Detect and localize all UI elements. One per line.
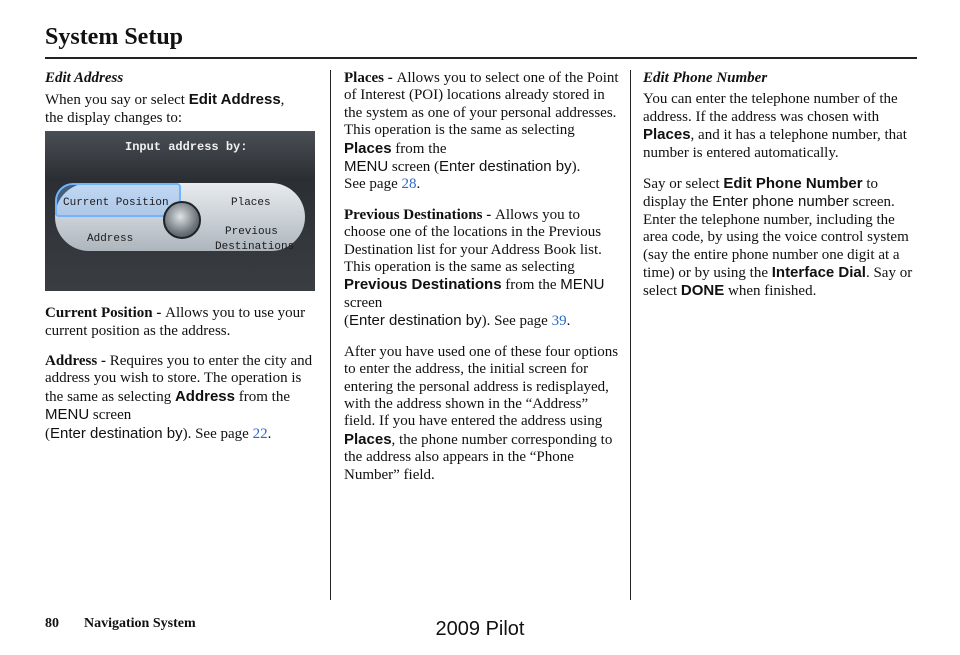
screen-screenshot (45, 131, 315, 291)
enter-destination-ui: Enter destination by (50, 424, 183, 442)
edit-address-heading: Edit Address (45, 70, 124, 86)
screen-current-position: Current Position (63, 197, 169, 210)
screen-address: Address (87, 233, 134, 246)
previous-destinations-term: Previous Destinations - (344, 206, 495, 223)
column-3 (643, 70, 919, 314)
screen-places: Places (231, 197, 271, 210)
screen-previous: Previous (225, 226, 278, 239)
places-ui: Places (344, 139, 392, 157)
screen-paren: screen ( (388, 159, 439, 176)
screen-title: Input address by: (125, 140, 248, 155)
enter-destination-ui: Enter destination by (438, 158, 572, 176)
done-ui: DONE (680, 282, 725, 300)
places-term: Places - (344, 70, 397, 86)
intro-text-2: the display changes to: (45, 109, 183, 126)
phone-text-2c: screen. Enter the telephone number, including the area code, by using the voice control system (say the entire phone number one digit at a time) or by using the (643, 194, 909, 282)
menu-ui: MENU (45, 406, 90, 424)
phone-paragraph-1 (643, 91, 919, 162)
screen-word-2: screen (344, 294, 383, 311)
from-the: from the (391, 140, 447, 157)
footer-section-name: Navigation System (84, 616, 196, 631)
phone-text-2a: Say or select (643, 176, 724, 193)
places-paragraph (344, 70, 620, 194)
paren-open: ( (344, 313, 349, 330)
phone-text-1a: You can enter the telephone number of the address. If the address was chosen with (643, 91, 898, 125)
column-divider-1 (330, 70, 331, 600)
period: . (416, 176, 421, 193)
period-2: . (566, 313, 571, 330)
title-rule (45, 57, 917, 59)
intro-text: When you say or select (45, 92, 189, 109)
edit-address-intro (45, 91, 321, 127)
edit-phone-number-ui: Edit Phone Number (723, 175, 863, 193)
interface-dial-icon (163, 201, 201, 239)
page-28-link[interactable]: 28 (401, 176, 417, 193)
watermark: 2009 Pilot (435, 618, 525, 640)
intro-comma: , (280, 92, 285, 109)
previous-destinations-paragraph (344, 207, 620, 331)
edit-phone-heading: Edit Phone Number (643, 70, 768, 86)
paren-open: ( (45, 425, 50, 442)
address-text: Requires you to enter the city and address you wish to store. The operation is the same as selecting (45, 353, 313, 405)
after-text: After you have used one of these four options to enter the address, the initial screen for entering the personal address is redisplayed, with the address shown in the “Address” field. If you have entered the address using (344, 343, 619, 430)
page-title: System Setup (45, 24, 184, 50)
after-paragraph (344, 344, 620, 484)
current-position-term: Current Position - (45, 305, 166, 322)
address-paragraph (45, 353, 321, 443)
current-position-text: Allows you to use your current position as the address. (45, 305, 306, 339)
menu-ui: MENU (344, 158, 389, 176)
previous-destinations-text: Allows you to choose one of the locations in the Previous Destination list for your Address Book list. This operation is the same as selecting (344, 206, 602, 276)
address-ui: Address (174, 387, 235, 405)
address-term: Address - (45, 353, 110, 370)
after-text-2: , the phone number corresponding to the address also appears in the “Phone Number” field. (344, 431, 613, 483)
see-page-2: ). See page (481, 313, 552, 330)
screen-word: screen (89, 407, 132, 424)
phone-text-2b: to display the (643, 176, 878, 211)
period: . (267, 425, 272, 442)
see-page: See page (344, 176, 402, 193)
see-page: ). See page (182, 425, 253, 442)
phone-text-2d: . Say or select (643, 265, 913, 300)
places-text: Allows you to select one of the Point of Interest (POI) locations already stored in the system as one of your personal addresses. This operation is the same as selecting (344, 70, 619, 139)
enter-phone-number-ui: Enter phone number (712, 193, 849, 211)
phone-text-1b: , and it has a telephone number, that number is entered automatically. (643, 127, 907, 161)
current-position-paragraph (45, 305, 321, 340)
close-paren: ). (571, 159, 581, 176)
enter-destination-ui-2: Enter destination by (349, 312, 482, 330)
after-places-ui: Places (344, 430, 392, 448)
page-39-link[interactable]: 39 (551, 313, 567, 330)
address-from: from the (235, 388, 290, 405)
column-2 (344, 70, 620, 497)
page-number: 80 (45, 616, 59, 631)
column-1 (45, 70, 321, 456)
column-divider-2 (630, 70, 631, 600)
previous-destinations-ui: Previous Destinations (344, 276, 502, 294)
menu-ui-2: MENU (560, 276, 605, 294)
interface-dial-ui: Interface Dial (771, 264, 866, 282)
phone-places-ui: Places (643, 126, 691, 144)
intro-term: Edit Address (188, 91, 281, 109)
from-the-2: from the (501, 277, 561, 294)
phone-text-2e: when finished. (724, 283, 817, 300)
screen-destinations: Destinations (215, 241, 295, 254)
page-22-link[interactable]: 22 (252, 425, 268, 442)
phone-paragraph-2 (643, 175, 919, 301)
